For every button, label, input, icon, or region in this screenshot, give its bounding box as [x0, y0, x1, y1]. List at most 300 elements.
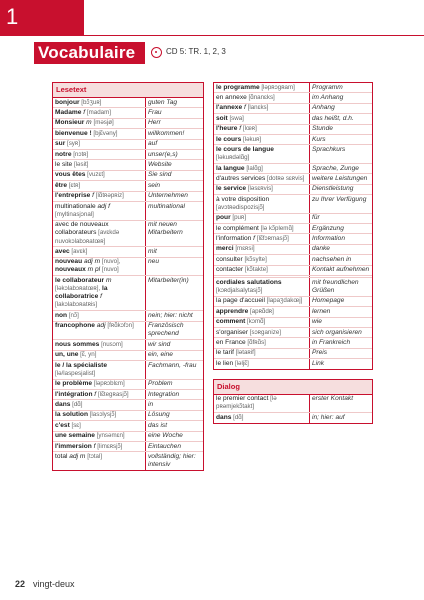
vocab-row [53, 181, 203, 191]
vocab-row [53, 379, 203, 389]
german-translation: Anhang [310, 103, 373, 113]
term-part: être [55, 181, 68, 189]
vocab-row [53, 257, 203, 276]
german-translation: Kontakt aufnehmen [310, 265, 373, 275]
term-part: c'est [55, 421, 70, 429]
vocab-row [53, 170, 203, 180]
french-term [53, 108, 146, 118]
vocab-row [214, 265, 372, 275]
phonetic: [swa] [227, 114, 244, 122]
vocab-row [53, 311, 203, 321]
term-part: adj f [95, 202, 110, 210]
phonetic: [lœʀ] [242, 125, 257, 133]
vocab-row [214, 93, 372, 103]
phonetic: [lanɛks] [247, 104, 269, 112]
phonetic: [nɔtʀ] [71, 150, 89, 158]
phonetic: [lɑ̃tʀəpʀiz] [95, 192, 124, 200]
german-translation: mit neuen Mitarbeitern [146, 220, 204, 247]
french-term [53, 276, 146, 311]
phonetic: [kɔ̃takte] [243, 266, 268, 274]
phonetic: [avɛk] [69, 247, 88, 255]
term-part: la collaboratrice [55, 285, 108, 301]
german-translation: Kurs [310, 134, 373, 144]
phonetic: [myltinasjɔnal] [55, 210, 94, 218]
phonetic: [vuzɛt] [85, 171, 105, 179]
french-term [214, 338, 310, 348]
phonetic: [lətaʀif] [233, 349, 256, 357]
vocab-block-right [213, 82, 373, 370]
french-term [53, 98, 146, 108]
vocab-row [53, 276, 203, 311]
term-part: avec de nouveaux collaborateurs [55, 221, 109, 237]
vocab-row [214, 359, 372, 369]
term-part: total [55, 452, 68, 460]
german-translation: Information [310, 234, 373, 244]
french-term [53, 361, 146, 380]
term-part: f [242, 104, 248, 112]
french-term [214, 103, 310, 113]
vocab-row [53, 160, 203, 170]
term-part: le tarif [216, 349, 234, 357]
vocab-row [53, 421, 203, 431]
vocab-row [53, 452, 203, 470]
term-part: le complément [216, 224, 259, 232]
german-translation: das ist [146, 421, 204, 431]
term-part: adj m [82, 258, 102, 266]
term-part: f [98, 293, 102, 301]
french-term [53, 139, 146, 149]
phonetic: [lə kɔ̃plemɑ̃] [258, 224, 294, 232]
german-translation: sich organisieren [310, 328, 373, 338]
phonetic: [lalɑ̃g] [244, 164, 263, 172]
german-translation: guten Tag [146, 98, 204, 108]
phonetic: [fʀɑ̃kɔfɔn] [107, 322, 134, 330]
phonetic: [dotʀə sɛʀvis] [265, 174, 305, 182]
german-translation: in [146, 400, 204, 410]
phonetic: [lɛ̃tegʀasjɔ̃] [97, 390, 129, 398]
lesetext-heading: Lesetext [53, 83, 203, 98]
right-column [213, 82, 373, 424]
term-part: non [55, 311, 68, 319]
term-part: le cours de langue [216, 145, 274, 153]
french-term [53, 390, 146, 400]
term-part: le site [55, 160, 73, 168]
french-term [214, 265, 310, 275]
vocab-row [214, 83, 372, 93]
vocab-row [214, 255, 372, 265]
dialog-heading: Dialog [214, 380, 372, 395]
page-number: 22 [15, 579, 26, 589]
french-term [53, 400, 146, 410]
french-term [214, 134, 310, 144]
vocab-row [214, 413, 372, 423]
phonetic: [lapaʒdakœj] [264, 297, 303, 305]
german-translation: Link [312, 359, 325, 367]
french-term [53, 340, 146, 350]
vocab-row [214, 307, 372, 317]
german-translation: das heißt, d.h. [310, 114, 373, 124]
term-part: le service [216, 185, 247, 193]
german-translation: erster Kontakt [310, 395, 373, 413]
german-translation: ein, eine [146, 350, 204, 360]
french-term [53, 220, 146, 247]
german-translation: mit [146, 247, 204, 257]
german-translation: Herr [146, 118, 204, 128]
french-term [53, 181, 146, 191]
german-translation: nachsehen in [310, 255, 373, 265]
phonetic: [bjɛ̃vəny] [91, 129, 118, 137]
vocab-row [214, 244, 372, 254]
german-translation: Programm [310, 83, 373, 93]
phonetic: [ləpʀɔgʀam] [259, 83, 295, 91]
page-title: Vocabulaire [38, 43, 136, 62]
vocab-row [53, 400, 203, 410]
vocab-row [214, 195, 372, 214]
vocab-row [53, 191, 203, 201]
phonetic: [bɔ̃ʒuʀ] [79, 98, 102, 106]
phonetic: [apʀɑ̃dʀ] [248, 307, 274, 315]
vocab-row [214, 395, 372, 413]
french-term [214, 244, 310, 254]
term-part: l'heure [216, 125, 238, 133]
phonetic: [ləsɛʀvis] [246, 185, 273, 193]
vocab-row [214, 338, 372, 348]
french-term [53, 441, 146, 451]
term-part: bienvenue ! [55, 129, 92, 137]
page-footer [15, 579, 75, 589]
french-term [214, 224, 310, 234]
vocab-row [214, 103, 372, 113]
german-translation: willkommen! [146, 129, 204, 139]
vocab-row [53, 108, 203, 118]
french-term [214, 255, 310, 265]
phonetic: [syʀ] [65, 140, 80, 148]
german-translation: Französisch sprechend [146, 321, 204, 340]
term-part: comment [216, 318, 246, 326]
vocab-row [214, 184, 372, 194]
term-part: le programme [216, 83, 260, 91]
term-part: le premier contact [216, 395, 269, 403]
vocab-row [214, 317, 372, 327]
german-translation: Lösung [146, 410, 204, 420]
term-part: le / la spécialiste [55, 361, 108, 369]
vocab-row [214, 328, 372, 338]
term-part: adj m [67, 452, 88, 460]
phonetic: [nusɔm] [99, 340, 123, 348]
phonetic: [ɛtʀ] [67, 181, 81, 189]
french-term [53, 452, 146, 470]
french-term [214, 296, 310, 306]
phonetic: [kɔ̃sylte] [242, 255, 267, 263]
vocab-row [214, 134, 372, 144]
german-translation: weitere Leistungen [310, 174, 373, 184]
phonetic: [dɑ̃] [231, 413, 244, 421]
vocab-row [214, 163, 372, 173]
german-translation: danke [310, 244, 373, 254]
vocab-row [53, 220, 203, 247]
phonetic: [sɔʀganize] [248, 328, 281, 336]
term-part: f [237, 125, 243, 133]
term-part: m [84, 119, 94, 127]
german-translation: in Frankreich [310, 338, 373, 348]
german-translation: multinational [146, 201, 204, 220]
french-term [214, 359, 310, 369]
term-part: notre [55, 150, 72, 158]
term-part: l'immersion [55, 442, 92, 450]
vocab-row [53, 201, 203, 220]
french-term [53, 311, 146, 321]
phonetic: [tɔtal] [87, 452, 103, 460]
vocab-row [53, 361, 203, 380]
phonetic: [ɑ̃nanɛks] [246, 93, 275, 101]
vocab-row [214, 296, 372, 306]
chapter-number: 1 [6, 4, 19, 29]
term-part: en France [216, 338, 246, 346]
phonetic: [ləsit] [72, 160, 89, 168]
german-translation: Dienstleistung [310, 184, 373, 194]
german-translation: wir sind [146, 340, 204, 350]
vocab-row [53, 410, 203, 420]
term-part: pour [216, 214, 231, 222]
term-part: l'annexe [216, 104, 243, 112]
phonetic: [ɑ̃fʀɑ̃s] [245, 338, 266, 346]
vocab-row [53, 431, 203, 441]
german-translation: in; hier: auf [312, 413, 345, 421]
german-translation: Preis [310, 348, 373, 358]
term-part: dans [55, 401, 71, 409]
french-term [53, 410, 146, 420]
term-part: nouveau [55, 258, 83, 266]
french-term [53, 379, 146, 389]
term-part: en annexe [216, 93, 247, 101]
vocab-row [53, 149, 203, 159]
french-term [214, 413, 310, 423]
vocab-row [214, 174, 372, 184]
phonetic: [mɛʀsi] [233, 245, 255, 253]
german-translation: für [310, 213, 373, 223]
vocab-row [53, 390, 203, 400]
german-translation: mit freundlichen Grüßen [310, 278, 373, 297]
vocab-row [53, 139, 203, 149]
phonetic: [sɛ] [69, 421, 81, 429]
german-translation: nein; hier: nicht [146, 311, 204, 321]
phonetic: [kɔʀdjalsalytasjɔ̃] [216, 287, 263, 295]
term-part: une semaine [55, 432, 95, 440]
term-part: consulter [216, 255, 243, 263]
term-part: contacter [216, 266, 244, 274]
lesetext-block [52, 82, 204, 471]
header-rule [84, 35, 424, 36]
cd-track-label: CD 5: TR. 1, 2, 3 [166, 47, 226, 56]
term-part: un, une [55, 351, 79, 359]
french-term [214, 278, 310, 297]
term-part: f [91, 442, 98, 450]
german-translation: Integration [146, 390, 204, 400]
german-translation: Problem [146, 379, 204, 389]
phonetic: [məsjø] [93, 119, 114, 127]
phonetic: [ləkuʀdəlɑ̃g] [216, 154, 250, 162]
term-part: cordiales salutations [216, 278, 282, 286]
french-term [214, 307, 310, 317]
vocab-row [214, 224, 372, 234]
chapter-tab [0, 0, 84, 36]
german-translation: Sprache, Zunge [310, 163, 373, 173]
german-translation: wie [310, 317, 373, 327]
german-translation: Stunde [310, 124, 373, 134]
german-translation: Ergänzung [310, 224, 373, 234]
term-part: nouveaux [55, 266, 86, 274]
phonetic: [ɛ̃, yn] [78, 351, 97, 359]
german-translation: Website [146, 160, 204, 170]
vocab-row [53, 350, 203, 360]
phonetic: [lə pʀəmjekɔ̃takt] [216, 395, 277, 411]
term-part: d'autres services [216, 174, 266, 182]
term-part: Madame [55, 108, 82, 116]
term-part: Monsieur [55, 119, 85, 127]
vocab-row [214, 348, 372, 358]
vocab-row [214, 145, 372, 164]
phonetic: [avɔtʀədispozisjɔ̃] [216, 203, 265, 211]
french-term [214, 317, 310, 327]
term-part: le lien [216, 359, 234, 367]
term-part: l'information [216, 235, 252, 243]
vocab-row [53, 340, 203, 350]
vocab-row [214, 234, 372, 244]
french-term [214, 163, 310, 173]
term-part: m pl [85, 266, 102, 274]
term-part: sur [55, 140, 66, 148]
cd-icon [151, 47, 162, 58]
german-translation: im Anhang [310, 93, 373, 103]
term-part: f [92, 390, 98, 398]
french-term [53, 170, 146, 180]
phonetic: [limɛʀsjɔ̃] [97, 442, 123, 450]
german-translation: Fachmann, -frau [146, 361, 204, 380]
french-term [214, 83, 310, 93]
french-term [53, 350, 146, 360]
german-translation: neu [146, 257, 204, 276]
term-part: vous êtes [55, 171, 86, 179]
vocab-row [53, 98, 203, 108]
german-translation: zu Ihrer Verfügung [310, 195, 373, 214]
term-part: m [104, 276, 112, 284]
french-term [214, 234, 310, 244]
vocab-row [53, 129, 203, 139]
vocab-table-right [214, 83, 372, 369]
phonetic: [nɔ̃] [67, 311, 79, 319]
vocab-row [214, 114, 372, 124]
french-term [214, 114, 310, 124]
german-translation: Mitarbeiter(in) [146, 276, 204, 311]
german-translation: Frau [146, 108, 204, 118]
french-term [53, 149, 146, 159]
french-term [53, 118, 146, 128]
term-part: le cours [216, 135, 242, 143]
term-part: le problème [55, 380, 93, 388]
dialog-table [214, 395, 372, 423]
phonetic: [lə/laspesjalist] [55, 369, 96, 377]
term-part: f [90, 192, 96, 200]
french-term [214, 174, 310, 184]
vocab-row [214, 278, 372, 297]
term-part: dans [216, 413, 232, 421]
phonetic: [nuvo] [101, 266, 119, 274]
term-part: bonjour [55, 98, 80, 106]
french-term [214, 93, 310, 103]
french-term [53, 201, 146, 220]
term-part: à votre disposition [216, 195, 270, 203]
term-part: f [81, 108, 87, 116]
phonetic: [ləkuʀ] [241, 135, 262, 143]
term-part: soit [216, 114, 228, 122]
french-term [53, 421, 146, 431]
phonetic: [ləljɛ̃] [233, 359, 249, 367]
german-translation: Eintauchen [146, 441, 204, 451]
french-term [53, 191, 146, 201]
phonetic: [ləkɔlabɔʀatœʀ], [55, 285, 101, 293]
french-term [53, 160, 146, 170]
term-part: la solution [55, 411, 88, 419]
french-term [53, 321, 146, 340]
term-part: francophone [55, 322, 95, 330]
term-part: la page d'accueil [216, 297, 265, 305]
phonetic: [kɔmɑ̃] [245, 318, 266, 326]
vocab-row [214, 213, 372, 223]
phonetic: [avɛkdə nuvokɔlabɔʀatœʀ] [55, 229, 120, 245]
term-part: nous sommes [55, 340, 100, 348]
phonetic: [ləpʀɔblɛm] [92, 380, 125, 388]
vocab-row [214, 124, 372, 134]
term-part: l'intégration [55, 390, 93, 398]
french-term [53, 247, 146, 257]
vocab-row [53, 441, 203, 451]
french-term [214, 328, 310, 338]
term-part: merci [216, 245, 234, 253]
phonetic: [ynsəmɛn] [94, 432, 125, 440]
german-translation: sein [146, 181, 204, 191]
term-part: la langue [216, 164, 245, 172]
french-term [214, 213, 310, 223]
french-term [53, 257, 146, 276]
french-term [214, 395, 310, 413]
vocab-row [53, 118, 203, 128]
german-translation: unser(e,s) [146, 149, 204, 159]
phonetic: [lasɔlysjɔ̃] [87, 411, 117, 419]
french-term [214, 184, 310, 194]
french-term [53, 431, 146, 441]
german-translation: lernen [310, 307, 373, 317]
german-translation: vollständig; hier: intensiv [148, 452, 196, 469]
vocab-row [53, 321, 203, 340]
page-number-word: vingt-deux [33, 579, 75, 589]
phonetic: [lakɔlabɔʀatʀis] [55, 301, 98, 309]
german-translation: Sprachkurs [310, 145, 373, 164]
phonetic: [madam] [86, 108, 111, 116]
german-translation: Sie sind [146, 170, 204, 180]
phonetic: [dɑ̃] [70, 401, 83, 409]
term-part: s'organiser [216, 328, 249, 336]
phonetic: [lɛ̃fɔʀmasjɔ̃] [256, 235, 289, 243]
lesetext-table [53, 98, 203, 470]
vocab-row [53, 247, 203, 257]
french-term [214, 348, 310, 358]
term-part: multinationale [55, 202, 96, 210]
term-part: adj [94, 322, 108, 330]
term-part: l'entreprise [55, 192, 91, 200]
term-part: le collaborateur [55, 276, 105, 284]
term-part: f [251, 235, 257, 243]
german-translation: Homepage [310, 296, 373, 306]
